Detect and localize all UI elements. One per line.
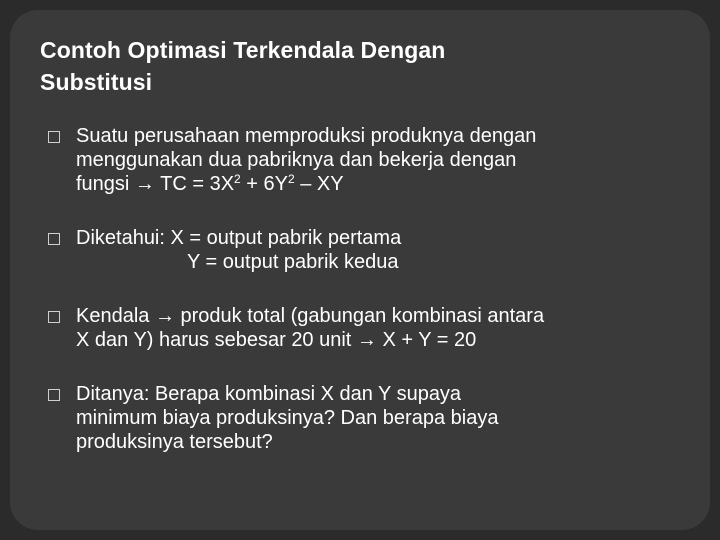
square-bullet-icon (48, 131, 60, 143)
formula-part-2: + 6Y (240, 173, 288, 195)
bullet-list (48, 124, 688, 454)
formula-part-1: fungsi → TC = 3X (76, 173, 235, 195)
bullet-1-line-1: Suatu perusahaan memproduksi produknya dengan (76, 125, 537, 147)
slide-title-line1: Contoh Optimasi Terkendala Dengan (40, 37, 446, 63)
bullet-item-2 (48, 226, 688, 274)
bullet-2-line-2: Y = output pabrik kedua (187, 251, 399, 273)
bullet-1-line-3 (76, 172, 688, 196)
formula-part-3: – XY (294, 173, 344, 195)
bullet-4-line-1: Ditanya: Berapa kombinasi X dan Y supaya (76, 383, 462, 405)
bullet-3-line-1: Kendala → produk total (gabungan kombinasi antara (76, 305, 545, 327)
bullet-4-line-3: produksinya tersebut? (76, 431, 273, 453)
bullet-2-line-1: Diketahui: X = output pabrik pertama (76, 227, 402, 249)
formula-exponent-1: 2 (234, 172, 241, 186)
square-bullet-icon (48, 233, 60, 245)
slide-title-line2: Substitusi (40, 69, 153, 95)
bullet-item-1 (48, 124, 688, 196)
square-bullet-icon (48, 389, 60, 401)
slide-title (40, 34, 640, 98)
formula-exponent-2: 2 (288, 172, 295, 186)
bullet-4-line-2: minimum biaya produksinya? Dan berapa biaya (76, 407, 499, 429)
bullet-item-4 (48, 382, 688, 454)
bullet-3-line-2: X dan Y) harus sebesar 20 unit → X + Y = 20 (76, 329, 477, 351)
bullet-item-3 (48, 304, 688, 352)
bullet-1-line-2: menggunakan dua pabriknya dan bekerja dengan (76, 149, 517, 171)
square-bullet-icon (48, 311, 60, 323)
